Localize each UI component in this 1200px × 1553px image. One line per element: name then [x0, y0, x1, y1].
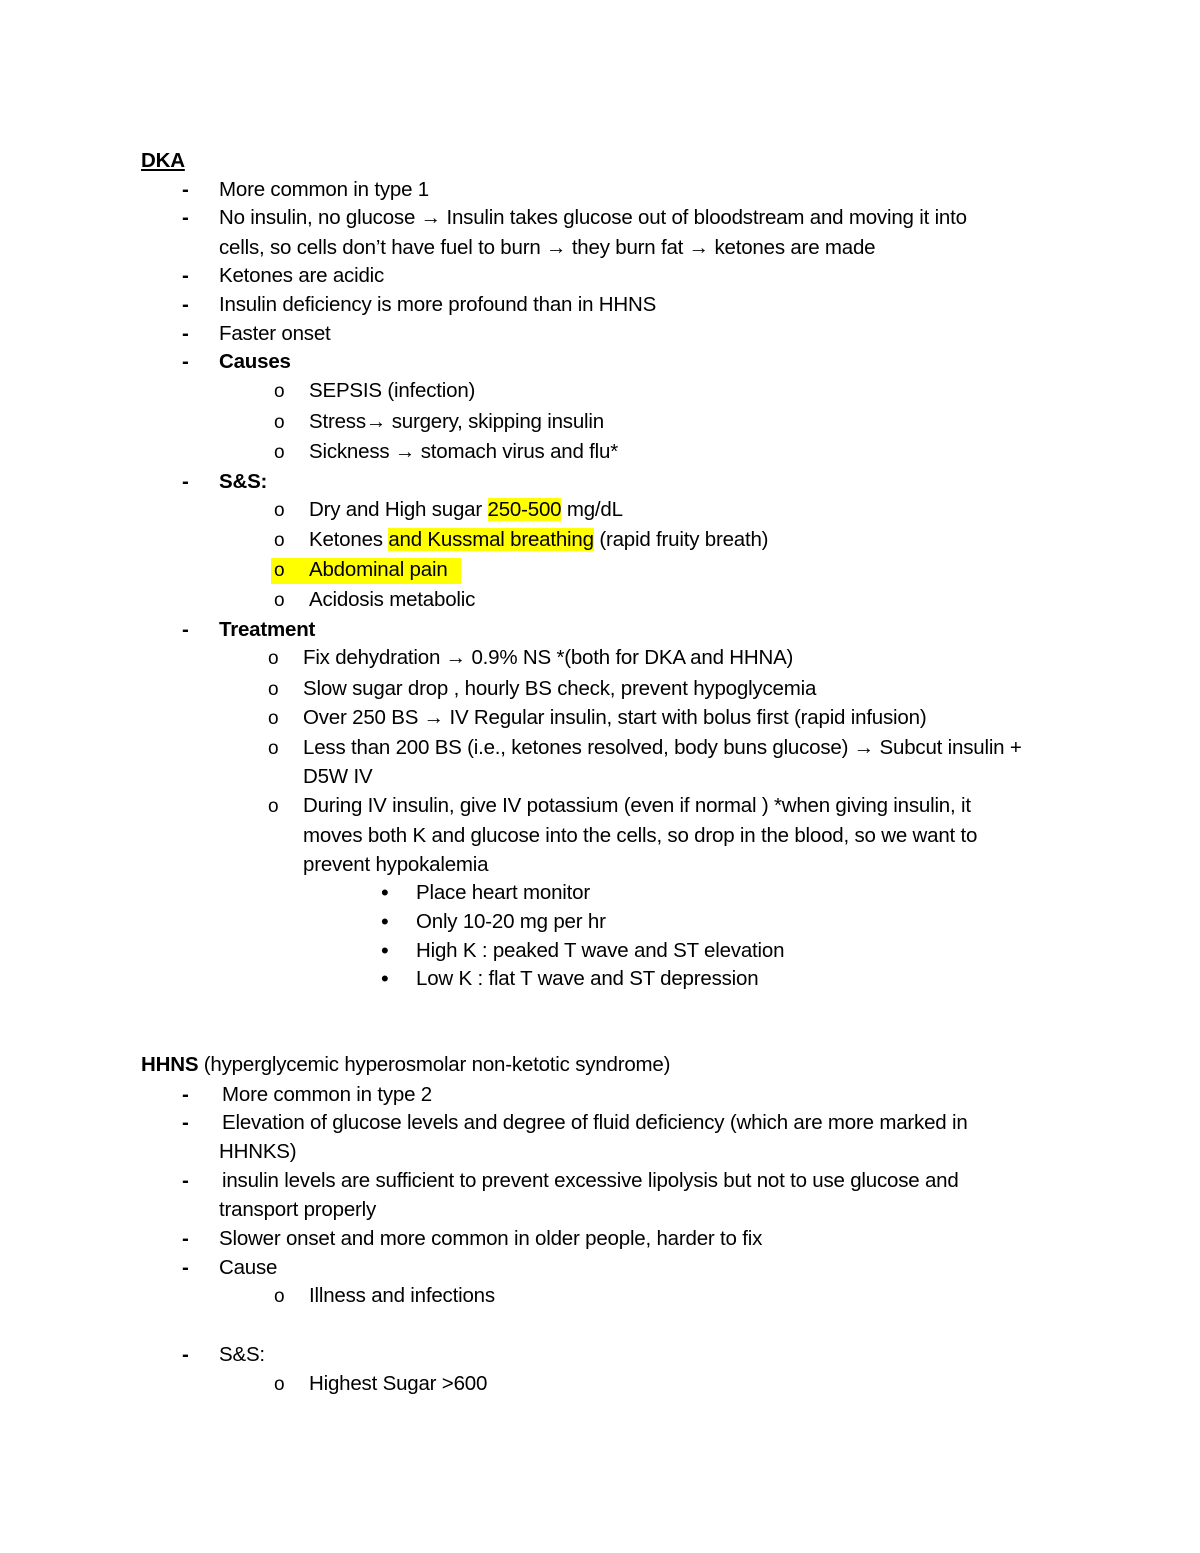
text-run: mg/dL	[561, 498, 623, 521]
dash-marker: -	[182, 1256, 189, 1279]
dka-cause-sickness: Sickness → stomach virus and flu*	[309, 440, 618, 463]
dka-potassium-low-k: Low K : flat T wave and ST depression	[416, 967, 759, 990]
dash-marker: -	[182, 470, 189, 493]
dash-marker: -	[182, 1083, 189, 1106]
circle-marker: o	[274, 560, 285, 581]
circle-marker: o	[274, 500, 285, 521]
dash-marker: -	[182, 1343, 189, 1366]
circle-marker: o	[274, 1286, 285, 1307]
bullet-marker: •	[381, 938, 389, 963]
circle-marker: o	[268, 679, 279, 700]
text-run: Ketones	[309, 528, 389, 551]
circle-marker: o	[274, 442, 285, 463]
circle-marker: o	[268, 648, 279, 669]
dka-cause-stress: Stress→ surgery, skipping insulin	[309, 410, 604, 433]
dka-line-faster-onset: Faster onset	[219, 322, 331, 345]
dka-treatment-less-200: Less than 200 BS (i.e., ketones resolved, body buns glucose) → Subcut insulin +	[303, 736, 1022, 759]
hhns-ss-highest-sugar: Highest Sugar >600	[309, 1372, 488, 1395]
dka-potassium-heart-monitor: Place heart monitor	[416, 881, 590, 904]
dash-marker: -	[182, 178, 189, 201]
highlighted-text: 250-500	[487, 498, 562, 521]
dka-heading: DKA	[141, 149, 185, 172]
circle-marker: o	[274, 381, 285, 402]
circle-marker: o	[268, 796, 279, 817]
dash-marker: -	[182, 293, 189, 316]
dka-treatment-potassium: During IV insulin, give IV potassium (even if normal ) *when giving insulin, it	[303, 794, 971, 817]
dash-marker: -	[182, 618, 189, 641]
circle-marker: o	[268, 708, 279, 729]
dka-treatment-potassium-cont2: prevent hypokalemia	[303, 853, 489, 876]
bullet-marker: •	[381, 966, 389, 991]
dash-marker: -	[182, 350, 189, 373]
hhns-line-elevation-cont: HHNKS)	[219, 1140, 297, 1163]
hhns-heading	[141, 1053, 670, 1077]
text-run: (rapid fruity breath)	[593, 528, 769, 551]
text-run: Dry and High sugar	[309, 498, 488, 521]
dka-ss-heading: S&S:	[219, 470, 268, 493]
dka-treatment-less-200-cont: D5W IV	[303, 765, 373, 788]
hhns-cause-illness: Illness and infections	[309, 1284, 495, 1307]
circle-marker: o	[274, 590, 285, 611]
hhns-ss-heading: S&S:	[219, 1343, 265, 1366]
hhns-line-type2: More common in type 2	[222, 1083, 432, 1106]
bullet-marker: •	[381, 909, 389, 934]
bullet-marker: •	[381, 880, 389, 905]
hhns-cause-heading: Cause	[219, 1256, 278, 1279]
dash-marker: -	[182, 206, 189, 229]
dka-potassium-high-k: High K : peaked T wave and ST elevation	[416, 939, 785, 962]
hhns-line-insulin-levels: insulin levels are sufficient to prevent excessive lipolysis but not to use glucose and	[222, 1169, 959, 1192]
dka-ss-acidosis: Acidosis metabolic	[309, 588, 476, 611]
dash-marker: -	[182, 1111, 189, 1134]
circle-marker: o	[274, 412, 285, 433]
dka-ss-abdominal-pain: Abdominal pain	[309, 558, 448, 581]
dka-line-ketones-acidic: Ketones are acidic	[219, 264, 385, 287]
dka-treatment-fix-dehydration: Fix dehydration → 0.9% NS *(both for DKA and HHNA)	[303, 646, 794, 669]
circle-marker: o	[268, 738, 279, 759]
circle-marker: o	[274, 530, 285, 551]
dka-potassium-dose: Only 10-20 mg per hr	[416, 910, 606, 933]
dka-line-no-insulin-cont: cells, so cells don’t have fuel to burn → they burn fat → ketones are made	[219, 236, 876, 259]
dka-ss-high-sugar	[309, 498, 623, 522]
dka-treatment-slow-drop: Slow sugar drop , hourly BS check, prevent hypoglycemia	[303, 677, 817, 700]
dka-treatment-heading: Treatment	[219, 618, 316, 641]
dka-line-no-insulin: No insulin, no glucose → Insulin takes glucose out of bloodstream and moving it into	[219, 206, 967, 229]
dash-marker: -	[182, 322, 189, 345]
dka-line-type1: More common in type 1	[219, 178, 429, 201]
dash-marker: -	[182, 264, 189, 287]
dash-marker: -	[182, 1227, 189, 1250]
dash-marker: -	[182, 1169, 189, 1192]
hhns-title-full: (hyperglycemic hyperosmolar non-ketotic syndrome)	[198, 1053, 671, 1076]
dka-treatment-over-250: Over 250 BS → IV Regular insulin, start with bolus first (rapid infusion)	[303, 706, 927, 729]
dka-causes-heading: Causes	[219, 350, 291, 373]
dka-line-insulin-deficiency: Insulin deficiency is more profound than in HHNS	[219, 293, 657, 316]
hhns-line-elevation: Elevation of glucose levels and degree of fluid deficiency (which are more marked in	[222, 1111, 968, 1134]
highlighted-text: and Kussmal breathing	[388, 528, 594, 551]
hhns-line-insulin-levels-cont: transport properly	[219, 1198, 377, 1221]
dka-ss-kussmal	[309, 528, 768, 552]
circle-marker: o	[274, 1374, 285, 1395]
hhns-title-abbrev: HHNS	[141, 1053, 199, 1076]
dka-treatment-potassium-cont1: moves both K and glucose into the cells, so drop in the blood, so we want to	[303, 824, 978, 847]
dka-cause-sepsis: SEPSIS (infection)	[309, 379, 476, 402]
hhns-line-slower-onset: Slower onset and more common in older people, harder to fix	[219, 1227, 763, 1250]
